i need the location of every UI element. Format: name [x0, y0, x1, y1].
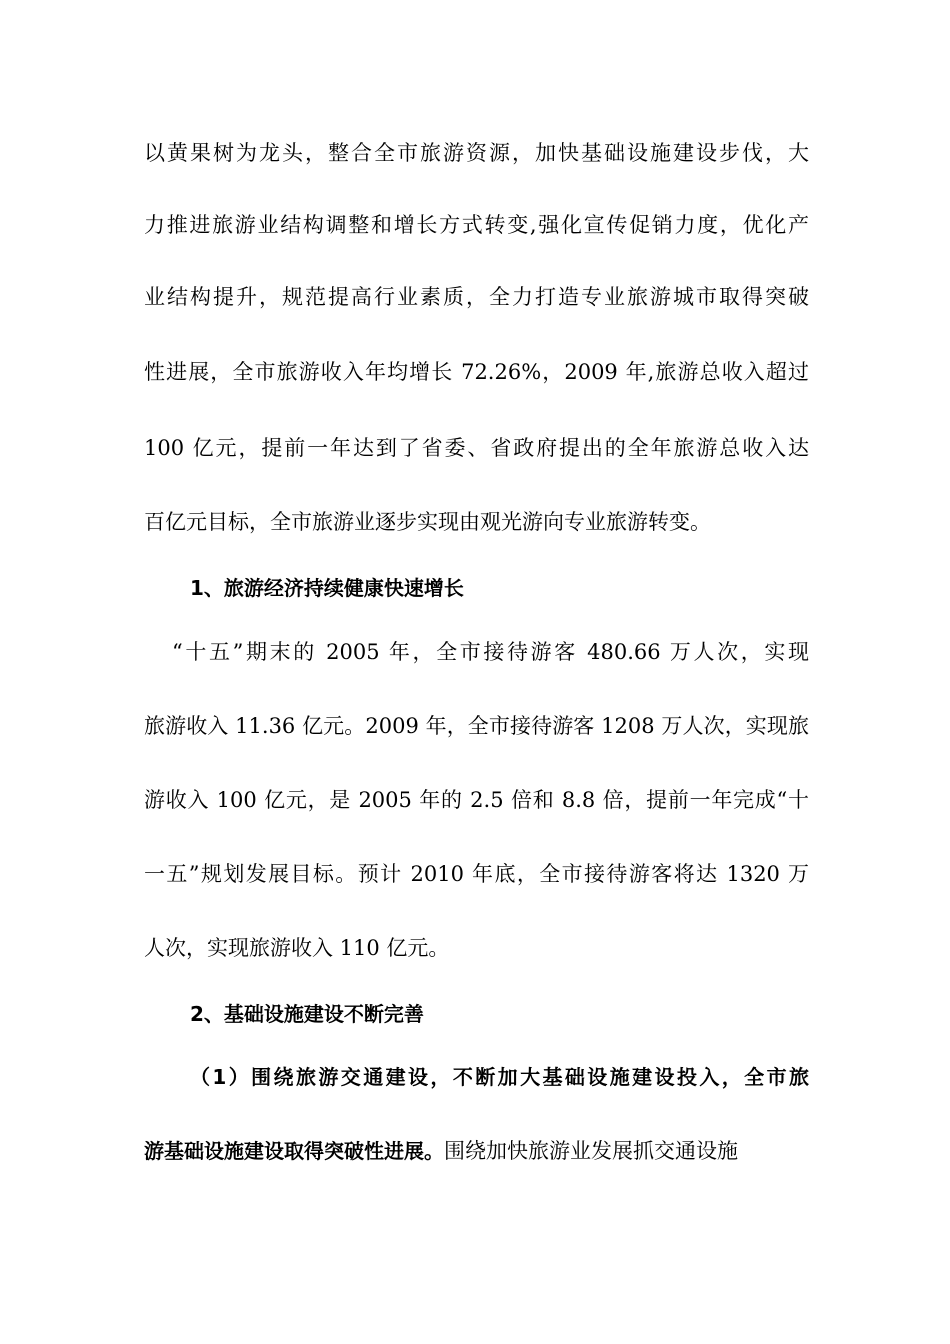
paragraph-3-regular-run: 围绕加快旅游业发展抓交通设施: [444, 1139, 738, 1163]
paragraph-1-line-4: 性进展，全市旅游收入年均增长 72.26%，2009 年,旅游总收入超过: [144, 360, 809, 384]
paragraph-2-line-1: “十五”期末的 2005 年，全市接待游客 480.66 万人次，实现: [172, 640, 809, 664]
paragraph-2-line-5: 人次，实现旅游收入 110 亿元。: [144, 936, 450, 960]
paragraph-2-line-4: 一五”规划发展目标。预计 2010 年底，全市接待游客将达 1320 万: [144, 862, 809, 886]
paragraph-1-line-6: 百亿元目标，全市旅游业逐步实现由观光游向专业旅游转变。: [144, 510, 711, 534]
paragraph-2-line-3: 游收入 100 亿元，是 2005 年的 2.5 倍和 8.8 倍，提前一年完成“十: [144, 788, 809, 812]
paragraph-3-line-1: （1）围绕旅游交通建设，不断加大基础设施建设投入，全市旅: [190, 1065, 809, 1089]
paragraph-1-line-3: 业结构提升，规范提高行业素质，全力打造专业旅游城市取得突破: [144, 285, 809, 309]
paragraph-3-bold-run: 游基础设施建设取得突破性进展。: [144, 1139, 444, 1163]
paragraph-1-line-2: 力推进旅游业结构调整和增长方式转变,强化宣传促销力度，优化产: [144, 213, 809, 237]
paragraph-1-line-5: 100 亿元，提前一年达到了省委、省政府提出的全年旅游总收入达: [144, 436, 809, 460]
paragraph-3-line-2: [144, 1136, 809, 1166]
section-heading-2: 2、基础设施建设不断完善: [190, 1002, 424, 1026]
paragraph-2-line-2: 旅游收入 11.36 亿元。2009 年，全市接待游客 1208 万人次，实现旅: [144, 714, 809, 738]
paragraph-1-line-1: 以黄果树为龙头，整合全市旅游资源，加快基础设施建设步伐，大: [144, 141, 809, 165]
section-heading-1: 1、旅游经济持续健康快速增长: [190, 576, 464, 600]
